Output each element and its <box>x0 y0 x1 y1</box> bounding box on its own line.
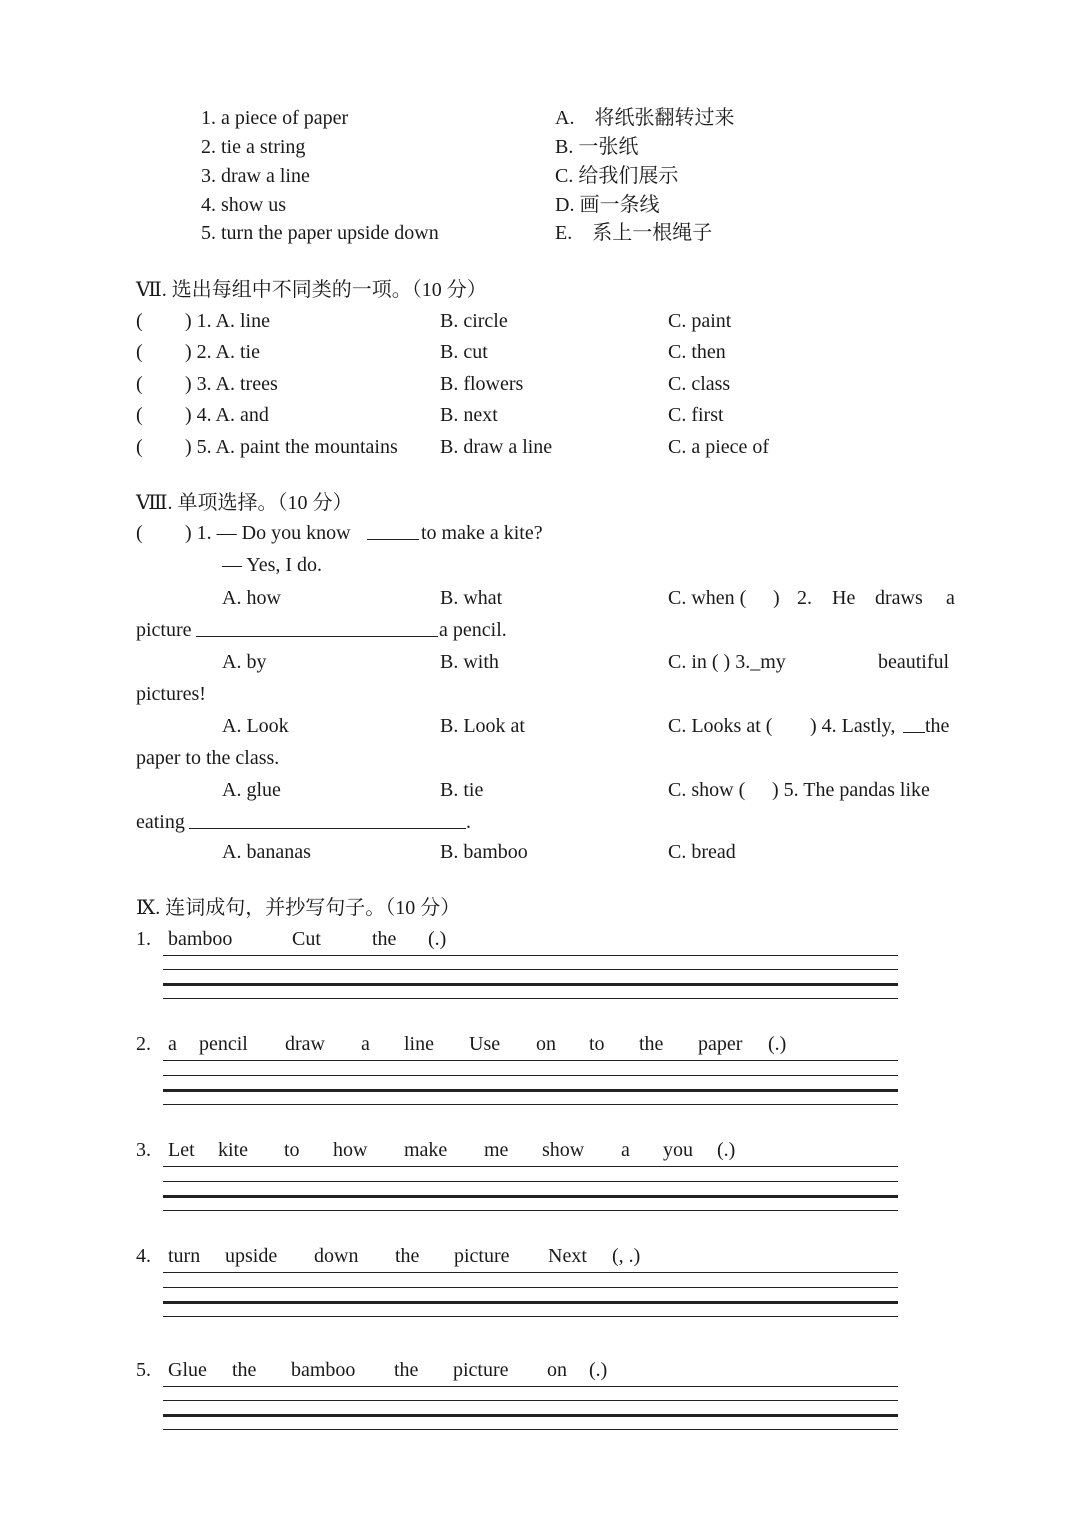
word: a <box>361 1033 370 1055</box>
s8-q1-reply: — Yes, I do. <box>222 554 323 576</box>
word: draw <box>285 1033 325 1055</box>
s8-option-a: A. Look <box>222 715 289 737</box>
s8-q4-options <box>136 778 956 802</box>
s8-q2-fragment: ) <box>773 587 780 609</box>
word: you <box>663 1139 693 1161</box>
s8-option-b: B. tie <box>440 779 484 801</box>
s8-option-c: C. bread <box>668 841 736 863</box>
s8-option-b: B. what <box>440 587 503 609</box>
s8-q4-text-a: ) 4. Lastly, <box>810 715 896 737</box>
match-right-a: A. 将纸张翻转过来 <box>555 107 735 129</box>
s7-option-b: B. next <box>440 404 498 426</box>
s8-q2-fragment: draws <box>875 587 923 609</box>
s7-row-5 <box>136 435 956 459</box>
word: the <box>395 1245 420 1267</box>
match-left-2: 2. tie a string <box>201 136 306 158</box>
s7-row-4 <box>136 403 956 427</box>
s8-q3-options <box>136 714 956 738</box>
s7-option-a: ) 5. A. paint the mountains <box>185 436 398 458</box>
word: Cut <box>292 928 321 950</box>
match-right-e: E. 系上一根绳子 <box>555 222 713 244</box>
s8-option-b: B. with <box>440 651 499 673</box>
s8-option-a: A. glue <box>222 779 281 801</box>
word: (.) <box>428 928 447 950</box>
s8-q5-options <box>136 840 956 864</box>
s9-item-5 <box>136 1358 956 1382</box>
s8-q2-options <box>136 650 956 674</box>
s8-q1-text-b: to make a kite? <box>421 522 543 544</box>
word: a <box>621 1139 630 1161</box>
word: to <box>284 1139 300 1161</box>
match-left-4: 4. show us <box>201 194 287 216</box>
match-left-1: 1. a piece of paper <box>201 107 349 129</box>
word: the <box>639 1033 664 1055</box>
item-number: 3. <box>136 1139 151 1161</box>
s7-option-b: B. cut <box>440 341 488 363</box>
answer-blank[interactable] <box>903 714 925 739</box>
s9-item-1 <box>136 927 956 951</box>
word: Next <box>548 1245 587 1267</box>
word: Let <box>168 1139 195 1161</box>
item-number: 1. <box>136 928 151 950</box>
s8-q2-post: a pencil. <box>439 619 507 641</box>
s8-option-a: A. how <box>222 587 281 609</box>
word: the <box>394 1359 419 1381</box>
word: paper <box>698 1033 743 1055</box>
s7-option-c: C. first <box>668 404 724 426</box>
answer-paren[interactable]: ( <box>136 436 143 458</box>
s7-option-c: C. paint <box>668 310 732 332</box>
answer-paren[interactable]: ( <box>136 522 143 544</box>
s8-q5-text-a: ) 5. The pandas like <box>772 779 930 801</box>
word: bamboo <box>291 1359 356 1381</box>
s7-option-b: B. draw a line <box>440 436 553 458</box>
s9-item-2 <box>136 1032 956 1056</box>
item-number: 2. <box>136 1033 151 1055</box>
s8-q1-options <box>136 586 956 610</box>
s7-row-2 <box>136 340 956 364</box>
s8-option-c: C. show ( <box>668 779 746 801</box>
s8-q2-pre: picture <box>136 619 192 641</box>
s8-q2-fragment: 2. <box>797 587 812 609</box>
s8-option-b: B. Look at <box>440 715 525 737</box>
s8-q1-text-a: ) 1. — Do you know <box>185 522 351 544</box>
s8-q4-text-b: the <box>925 715 950 737</box>
s8-q2-line <box>136 618 956 642</box>
word: the <box>232 1359 257 1381</box>
answer-paren[interactable]: ( <box>136 373 143 395</box>
word: (.) <box>717 1139 736 1161</box>
s7-option-a: ) 2. A. tie <box>185 341 260 363</box>
s8-q2-fragment: He <box>832 587 856 609</box>
s7-option-b: B. flowers <box>440 373 524 395</box>
s7-row-1 <box>136 309 956 333</box>
s7-option-b: B. circle <box>440 310 508 332</box>
match-left-5: 5. turn the paper upside down <box>201 222 439 244</box>
s8-q5-post: . <box>466 811 471 833</box>
s7-option-a: ) 3. A. trees <box>185 373 278 395</box>
match-right-c: C. 给我们展示 <box>555 165 679 187</box>
s8-q5-pre: eating <box>136 811 185 833</box>
s7-option-c: C. a piece of <box>668 436 770 458</box>
word: how <box>333 1139 368 1161</box>
word: (.) <box>589 1359 608 1381</box>
word: bamboo <box>168 928 233 950</box>
answer-blank[interactable] <box>189 810 466 835</box>
match-left-3: 3. draw a line <box>201 165 310 187</box>
word: line <box>404 1033 434 1055</box>
word: (, .) <box>612 1245 641 1267</box>
s7-option-a: ) 1. A. line <box>185 310 270 332</box>
s8-option-a: A. bananas <box>222 841 311 863</box>
match-right-b: B. 一张纸 <box>555 136 639 158</box>
word: picture <box>454 1245 510 1267</box>
word: the <box>372 928 397 950</box>
word: show <box>542 1139 585 1161</box>
s8-q4-cont: paper to the class. <box>136 747 280 769</box>
word: make <box>404 1139 448 1161</box>
s8-q2-fragment: a <box>946 587 955 609</box>
s8-option-c: C. Looks at ( <box>668 715 773 737</box>
section9-title: Ⅸ. 连词成句，并抄写句子。（10 分） <box>136 897 461 919</box>
word: a <box>168 1033 177 1055</box>
s8-option-b: B. bamboo <box>440 841 528 863</box>
answer-paren[interactable]: ( <box>136 404 143 426</box>
section7-title: Ⅶ. 选出每组中不同类的一项。（10 分） <box>136 279 487 301</box>
word: kite <box>218 1139 248 1161</box>
s8-option-c: C. in ( ) 3._my <box>668 651 786 673</box>
answer-paren[interactable]: ( <box>136 310 143 332</box>
word: me <box>484 1139 509 1161</box>
s7-row-3 <box>136 372 956 396</box>
match-right-d: D. 画一条线 <box>555 194 660 216</box>
word: pencil <box>199 1033 248 1055</box>
s8-q3-cont: pictures! <box>136 683 206 705</box>
word: to <box>589 1033 605 1055</box>
s8-q5-line <box>136 810 956 834</box>
s8-option-a: A. by <box>222 651 267 673</box>
item-number: 5. <box>136 1359 151 1381</box>
word: down <box>314 1245 359 1267</box>
s7-option-a: ) 4. A. and <box>185 404 269 426</box>
word: turn <box>168 1245 201 1267</box>
answer-paren[interactable]: ( <box>136 341 143 363</box>
word: Use <box>469 1033 501 1055</box>
item-number: 4. <box>136 1245 151 1267</box>
s8-q1 <box>136 521 956 545</box>
word: on <box>547 1359 567 1381</box>
s8-q3-fragment: beautiful <box>878 651 950 673</box>
s9-item-3 <box>136 1138 956 1162</box>
s7-option-c: C. then <box>668 341 726 363</box>
s8-option-c: C. when ( <box>668 587 747 609</box>
s7-option-c: C. class <box>668 373 731 395</box>
word: on <box>536 1033 556 1055</box>
word: (.) <box>768 1033 787 1055</box>
s9-item-4 <box>136 1244 956 1268</box>
word: upside <box>225 1245 278 1267</box>
word: picture <box>453 1359 509 1381</box>
answer-blank[interactable] <box>196 618 438 643</box>
word: Glue <box>168 1359 207 1381</box>
answer-blank[interactable] <box>367 521 419 546</box>
section8-title: Ⅷ. 单项选择。（10 分） <box>136 492 353 514</box>
